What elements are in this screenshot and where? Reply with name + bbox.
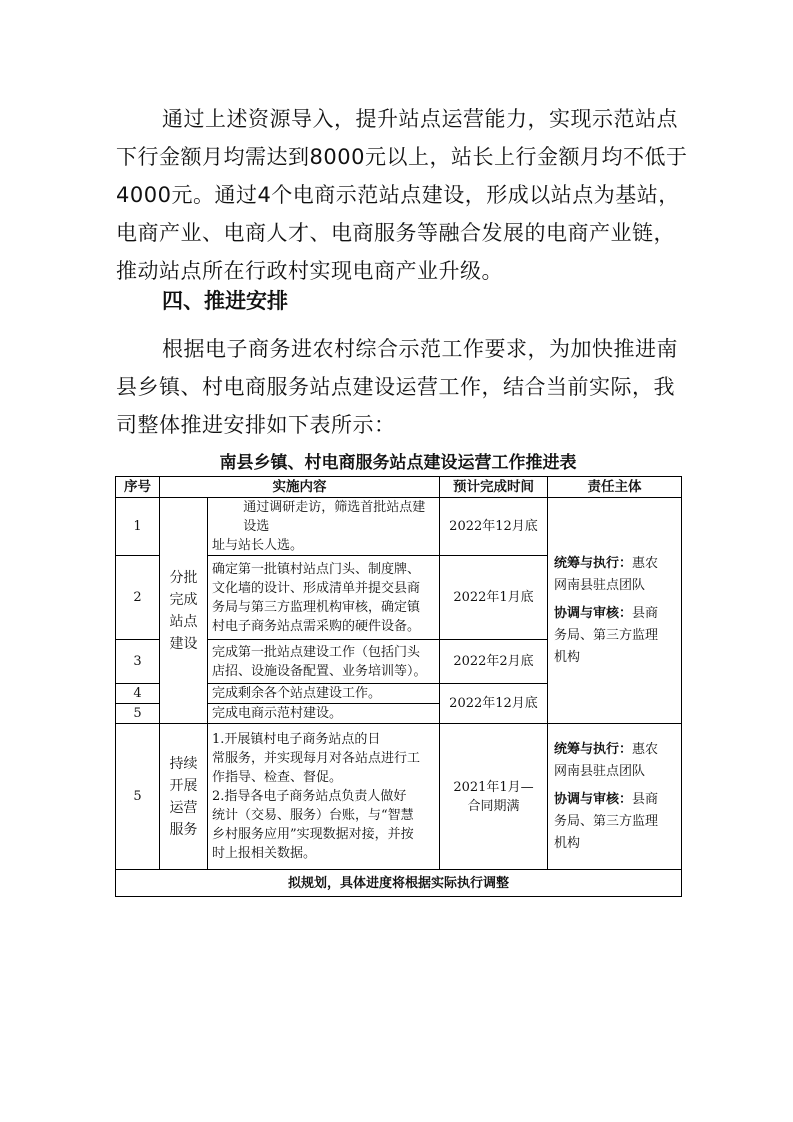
text-line: 推动站点所在行政村实现电商产业升级。	[116, 259, 503, 283]
row-number: 5	[116, 724, 160, 870]
row-time: 2021年1月— 合同期满	[440, 724, 548, 870]
text-line: 电商产业、电商人才、电商服务等融合发展的电商产业链，	[116, 221, 675, 245]
table-footer-row	[116, 870, 682, 897]
row-number: 5	[116, 704, 160, 724]
row-owner: 统筹与执行：惠农 网南县驻点团队 协调与审核：县商 务局、第三方监理 机构	[548, 724, 682, 870]
section-heading: 四、推进安排	[162, 289, 288, 313]
row-content: 完成电商示范村建设。	[208, 704, 440, 724]
text-line: 通过上述资源导入，提升站点运营能力，实现示范站点	[162, 107, 678, 131]
table-footer-note: 拟规划，具体进度将根据实际执行调整	[116, 870, 682, 897]
plan-table	[115, 476, 682, 897]
text-line: 下行金额月均需达到8000元以上，站长上行金额月均不低于	[116, 145, 688, 169]
table-row	[116, 498, 682, 556]
row-time: 2022年1月底	[440, 556, 548, 640]
arrangement-paragraph	[116, 330, 686, 444]
header-time: 预计完成时间	[440, 477, 548, 498]
row-number: 4	[116, 684, 160, 704]
table-title: 南县乡镇、村电商服务站点建设运营工作推进表	[219, 453, 577, 473]
intro-paragraph	[116, 100, 686, 290]
text-line: 司整体推进安排如下表所示：	[116, 413, 396, 437]
header-no: 序号	[116, 477, 160, 498]
text-line: 根据电子商务进农村综合示范工作要求，为加快推进南	[162, 337, 678, 361]
row-time: 2022年12月底	[440, 684, 548, 724]
row-content: 1.开展镇村电子商务站点的日 常服务，并实现每月对各站点进行工 作指导、检查、督促。 2.指导各电子商务站点负责人做好 统计（交易、服务）台账，与“智慧 乡村服务应用”实现数据对接，并按 时上报相关数据。	[208, 724, 440, 870]
row-owner: 统筹与执行：惠农 网南县驻点团队 协调与审核：县商 务局、第三方监理 机构	[548, 498, 682, 724]
row-content: 完成第一批站点建设工作（包括门头 店招、设施设备配置、业务培训等）。	[208, 640, 440, 684]
row-time: 2022年2月底	[440, 640, 548, 684]
table-header-row	[116, 477, 682, 498]
phase-label: 分批 完成 站点 建设	[160, 498, 208, 724]
header-content: 实施内容	[160, 477, 440, 498]
row-content: 完成剩余各个站点建设工作。	[208, 684, 440, 704]
text-line: 4000元。通过4个电商示范站点建设，形成以站点为基站，	[116, 183, 680, 207]
row-time: 2022年12月底	[440, 498, 548, 556]
row-number: 3	[116, 640, 160, 684]
table-row	[116, 724, 682, 870]
text-line: 县乡镇、村电商服务站点建设运营工作，结合当前实际，我	[116, 375, 675, 399]
row-number: 1	[116, 498, 160, 556]
phase-label: 持续 开展 运营 服务	[160, 724, 208, 870]
row-content: 确定第一批镇村站点门头、制度牌、 文化墙的设计、形成清单并提交县商 务局与第三方监理机构审核，确定镇 村电子商务站点需采购的硬件设备。	[208, 556, 440, 640]
row-number: 2	[116, 556, 160, 640]
header-owner: 责任主体	[548, 477, 682, 498]
row-content: 通过调研走访，筛选首批站点建设选 址与站长人选。	[208, 498, 440, 556]
